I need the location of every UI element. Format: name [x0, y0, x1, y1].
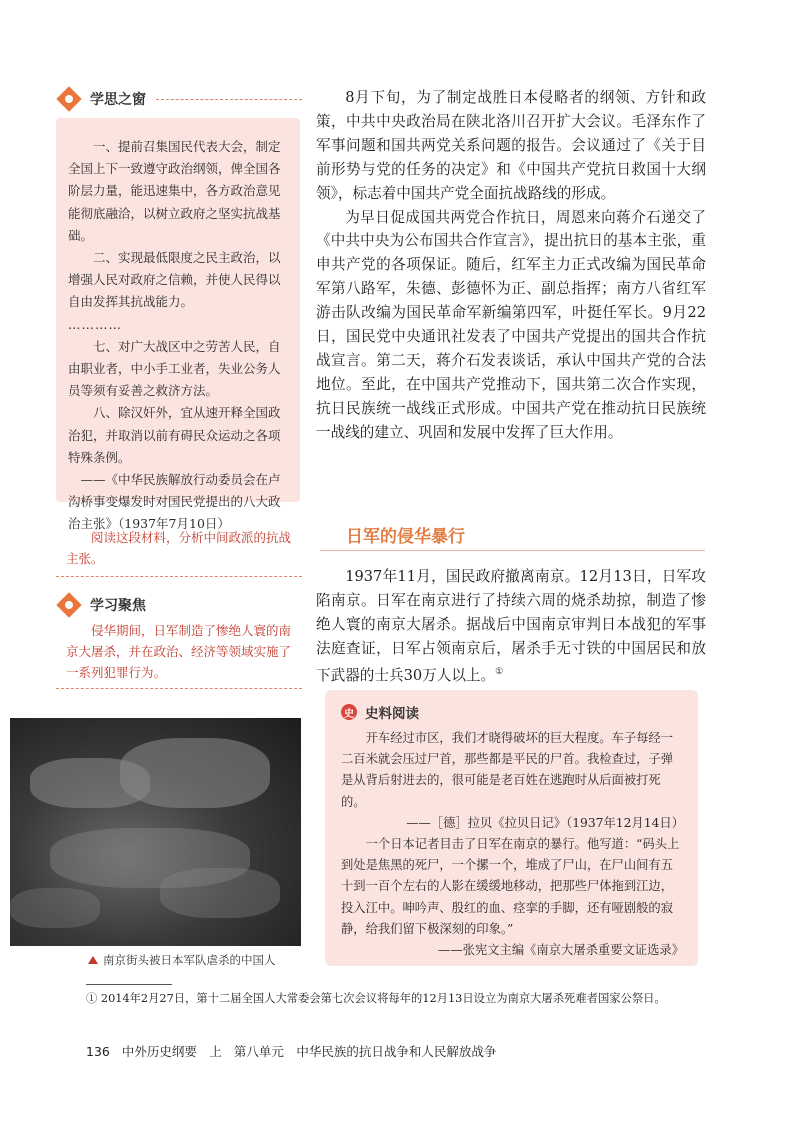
quote-paragraph: 八、除汉奸外，宜从速开释全国政治犯，并取消以前有碍民众运动之各项特殊条例。 [68, 405, 281, 465]
divider [56, 688, 302, 689]
book-icon: 史 [341, 704, 357, 720]
footnote-rule [86, 984, 172, 985]
body-paragraph: 为早日促成国共两党合作抗日，周恩来向蒋介石递交了《中共中央为公布国共合作宣言》，提出抗日的基本主张，重申共产党的各项保证。随后，红军主力正式改编为国民革命军第八路军，朱德、彭德怀为正、副总指挥；南方八省红军游击队改编为国民革命军新编第四军，叶挺任军长。9月22日，国民党中央通讯社发表了中国共产党提出的国共合作抗战宣言。第二天，蒋介石发表谈话，承认中国共产党的合法地位。至此，在中国共产党推动下，国共第二次合作实现，抗日民族统一战线正式形成。中国共产党在推动抗日民族统一战线的建立、巩固和发展中发挥了巨大作用。 [316, 208, 706, 441]
body-paragraph: 1937年11月，国民政府撤离南京。12月13日，日军攻陷南京。日军在南京进行了持续六周的烧杀劫掠，制造了惨绝人寰的南京大屠杀。据战后中国南京审判日本战犯的军事法庭查证，日军占领南京后，屠杀手无寸铁的中国居民和放下武器的士兵30万人以上。① [316, 568, 706, 684]
quote-paragraph: 一、提前召集国民代表大会，制定全国上下一致遵守政治纲领，俾全国各阶层力量，能迅速集中，各方政治意见能彻底融洽，以树立政府之坚实抗战基础。 [68, 139, 281, 243]
source-citation: ——［德］拉贝《拉贝日记》（1937年12月14日） [406, 815, 684, 830]
focus-text: 侵华期间，日军制造了惨绝人寰的南京大屠杀，并在政治、经济等领域实施了一系列犯罪行为。 [66, 623, 292, 680]
quote-ellipsis: ………… [68, 316, 122, 332]
book-title: 中外历史纲要 上 [121, 1044, 222, 1059]
focus-title: 学习聚焦 [90, 598, 146, 614]
quote-source: ——《中华民族解放行动委员会在卢沟桥事变爆发时对国民党提出的八大政治主张》（1937年7月10日） [68, 472, 281, 532]
quote-paragraph: 二、实现最低限度之民主政治，以增强人民对政府之信赖，并使人民得以自由发挥其抗战能力。 [68, 250, 281, 310]
source-paragraph: 开车经过市区，我们才晓得破坏的巨大程度。车子每经一二百米就会压过尸首，那些都是平民的尸首。我检查过，子弹是从背后射进去的，很可能是老百姓在逃跑时从后面被打死的。 [341, 731, 674, 809]
think-window-icon [56, 86, 81, 111]
footnote: ① 2014年2月27日，第十二届全国人大常委会第七次会议将每年的12月13日设立为南京大屠杀死难者国家公祭日。 [86, 992, 666, 1005]
caption-marker-icon [88, 956, 98, 964]
page-number: 136 [86, 1044, 110, 1059]
photo-caption [88, 952, 276, 968]
source-citation: ——张宪文主编《南京大屠杀重要文证选录》 [438, 943, 684, 958]
page-footer [86, 1042, 504, 1060]
source-box-title: 史料阅读 [365, 706, 419, 722]
header-divider [156, 99, 302, 100]
quote-box [56, 118, 300, 532]
section-rule [320, 550, 705, 551]
focus-icon [56, 592, 81, 617]
quote-paragraph: 七、对广大战区中之劳苦人民，自由职业者，中小手工业者，失业公务人员等须有妥善之救济方法。 [68, 338, 281, 399]
body-paragraph: 8月下旬，为了制定战胜日本侵略者的纲领、方针和政策，中共中央政治局在陕北洛川召开扩大会议。毛泽东作了军事问题和国共两党关系问题的报告。会议通过了《关于目前形势与党的任务的决定》和《中国共产党抗日救国十大纲领》，标志着中国共产党全面抗战路线的形成。 [316, 89, 706, 202]
think-window-header [56, 86, 302, 112]
nanjing-photo [10, 718, 301, 946]
footnote-ref[interactable]: ① [495, 666, 504, 677]
section-title: 日军的侵华暴行 [346, 527, 465, 547]
source-paragraph: 一个日本记者目击了日军在南京的暴行。他写道：“码头上到处是焦黑的死尸，一个摞一个，堆成了尸山，在尸山间有五十到一百个左右的人影在缓缓地移动，把那些尸体拖到江边，投入江中。呻吟声、殷红的血、痉挛的手脚，还有哑剧般的寂静，给我们留下极深刻的印象。” [341, 837, 680, 936]
main-text-section [316, 565, 706, 687]
divider [56, 576, 302, 577]
think-question: 阅读这段材料，分析中间政派的抗战主张。 [66, 530, 292, 566]
source-reading-box [325, 690, 698, 966]
photo-caption-text: 南京街头被日本军队虐杀的中国人 [103, 953, 276, 967]
focus-header [56, 592, 302, 618]
main-text-top [316, 86, 706, 445]
unit-title: 第八单元 中华民族的抗日战争和人民解放战争 [233, 1044, 497, 1059]
think-window-title: 学思之窗 [90, 92, 146, 108]
